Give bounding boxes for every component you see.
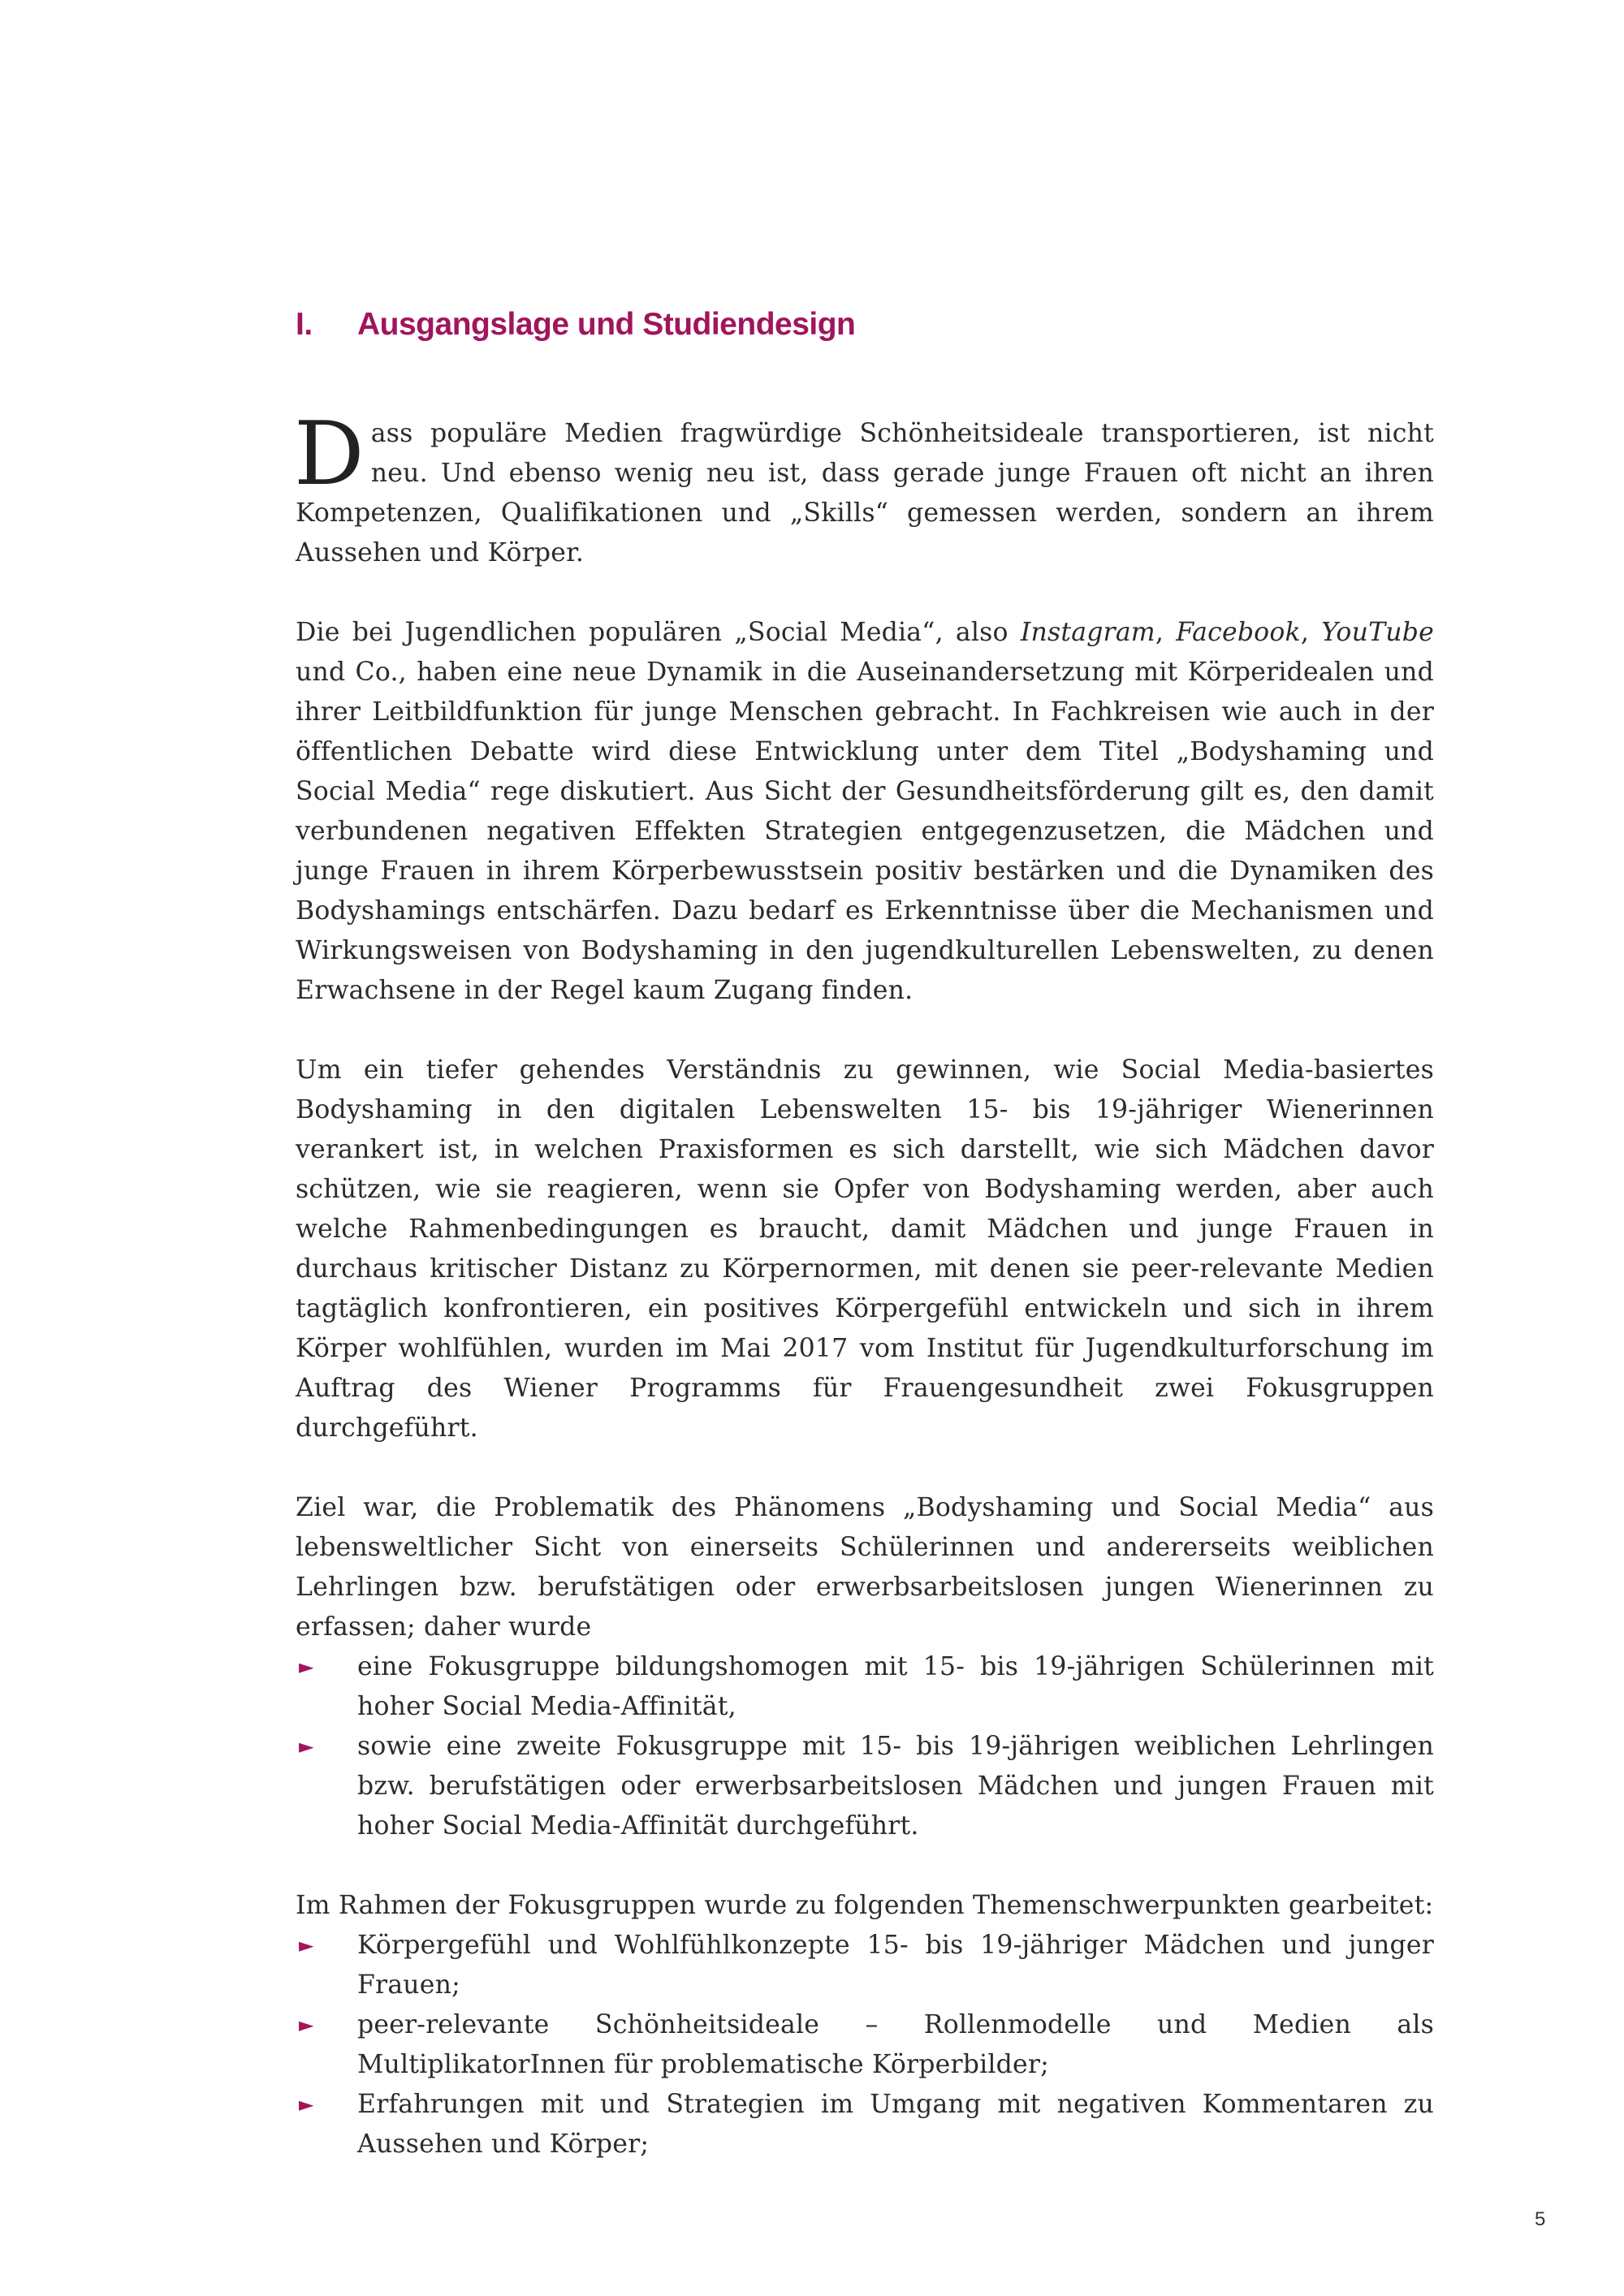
list-item-text: sowie eine zweite Fokusgruppe mit 15- bis 19-jährigen weiblichen Lehrlingen bzw. berufstätigen oder erwerbsarbeitslosen Mädchen und jungen Frauen mit hoher Social Media-Affinität durchgeführt.: [357, 1732, 1434, 1841]
section-number: I.: [296, 307, 313, 343]
section-title: Ausgangslage und Studiendesign: [357, 307, 856, 343]
triangle-bullet-icon: ►: [299, 1655, 314, 1678]
paragraph-social-media: [296, 613, 1434, 1011]
drop-cap: D: [294, 404, 365, 505]
list-item: [296, 1926, 1434, 2005]
list-item-text: Erfahrungen mit und Strategien im Umgang mit negativen Kommentaren zu Aussehen und Körper;: [357, 2090, 1434, 2159]
separator: ,: [1155, 618, 1177, 647]
paragraph-intro-text: ass populäre Medien fragwürdige Schönheitsideale transportieren, ist nicht neu. Und ebenso wenig neu ist, dass gerade junge Frauen oft nicht an ihren Kompetenzen, Qualifikationen und „Skills“ gemessen werden, sondern an ihrem Aussehen und Körper.: [296, 419, 1434, 568]
list-item: [296, 2085, 1434, 2164]
focus-group-list: [296, 1647, 1434, 1846]
separator: ,: [1300, 618, 1322, 647]
list-item-text: eine Fokusgruppe bildungshomogen mit 15- bis 19-jährigen Schülerinnen mit hoher Social Media-Affinität,: [357, 1652, 1434, 1721]
section-heading: [296, 307, 855, 343]
triangle-bullet-icon: ►: [299, 2013, 314, 2036]
topics-list: [296, 1926, 1434, 2164]
paragraph-text: Die bei Jugendlichen populären „Social Media“, also: [296, 618, 1021, 647]
paragraph-aim: Ziel war, die Problematik des Phänomens „Bodyshaming und Social Media“ aus lebensweltlicher Sicht von einerseits Schülerinnen und andererseits weiblichen Lehrlingen bzw. berufstätigen oder erwerbsarbeitslosen jungen Wienerinnen zu erfassen; daher wurde: [296, 1493, 1434, 1642]
triangle-bullet-icon: ►: [299, 2093, 314, 2116]
page-number: 5: [1535, 2208, 1546, 2230]
paragraph-intro: [294, 404, 1434, 573]
paragraph-study-goal: Um ein tiefer gehendes Verständnis zu gewinnen, wie Social Media-basiertes Bodyshaming in den digitalen Lebenswelten 15- bis 19-jähriger Wienerinnen verankert ist, in welchen Praxisformen es sich darstellt, wie sich Mädchen davor schützen, wie sie reagieren, wenn sie Opfer von Bodyshaming werden, aber auch welche Rahmenbedingungen es braucht, damit Mädchen und junge Frauen in durchaus kritischer Distanz zu Körpernormen, mit denen sie peer-relevante Medien tagtäglich konfrontieren, ein positives Körpergefühl entwickeln und sich in ihrem Körper wohlfühlen, wurden im Mai 2017 vom Institut für Jugendkulturforschung im Auftrag des Wiener Programms für Frauengesundheit zwei Fokusgruppen durchgeführt.: [296, 1055, 1434, 1443]
list-item: [296, 1647, 1434, 1727]
list-item: [296, 2005, 1434, 2085]
youtube-term: YouTube: [1321, 618, 1434, 647]
triangle-bullet-icon: ►: [299, 1934, 314, 1957]
paragraph-topics: Im Rahmen der Fokusgruppen wurde zu folgenden Themenschwerpunkten gearbeitet:: [296, 1891, 1434, 1920]
body-text: [294, 404, 1434, 2204]
facebook-term: Facebook: [1176, 618, 1301, 647]
instagram-term: Instagram: [1020, 618, 1155, 647]
list-item-text: Körpergefühl und Wohlfühlkonzepte 15- bis 19-jähriger Mädchen und junger Frauen;: [357, 1931, 1434, 2000]
list-item-text: peer-relevante Schönheitsideale – Rollenmodelle und Medien als MultiplikatorInnen für problematische Körperbilder;: [357, 2010, 1434, 2079]
paragraph-text: und Co., haben eine neue Dynamik in die Auseinandersetzung mit Körperidealen und ihrer Leitbildfunktion für junge Menschen gebracht. In Fachkreisen wie auch in der öffentlichen Debatte wird diese Entwicklung unter dem Titel „Bodyshaming und Social Media“ rege diskutiert. Aus Sicht der Gesundheitsförderung gilt es, den damit verbundenen negativen Effekten Strategien entgegenzusetzen, die Mädchen und junge Frauen in ihrem Körperbewusstsein positiv bestärken und die Dynamiken des Bodyshamings entschärfen. Dazu bedarf es Erkenntnisse über die Mechanismen und Wirkungsweisen von Bodyshaming in den jugendkulturellen Lebenswelten, zu denen Erwachsene in der Regel kaum Zugang finden.: [296, 658, 1434, 1005]
triangle-bullet-icon: ►: [299, 1735, 314, 1758]
list-item: [296, 1727, 1434, 1846]
